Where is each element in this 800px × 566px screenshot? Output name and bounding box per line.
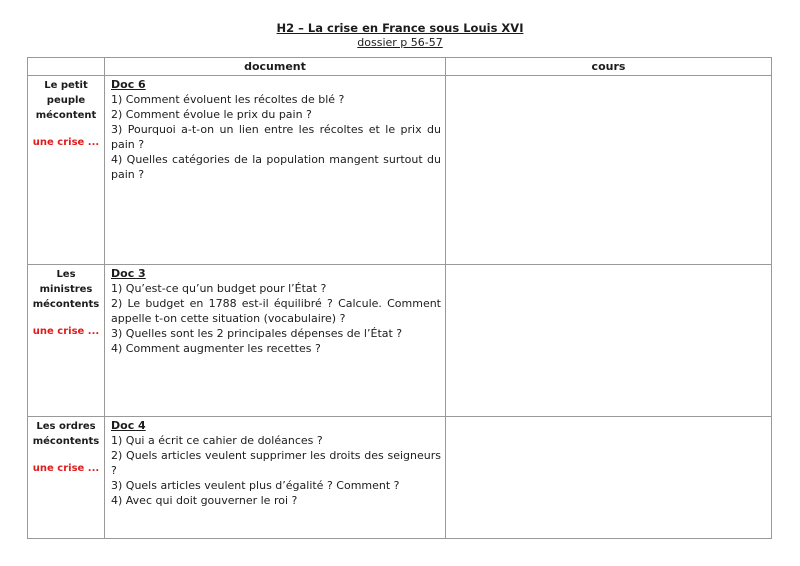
- group-label: Les ordres mécontents: [32, 421, 100, 447]
- document-cell: [105, 417, 446, 539]
- table-header-row: [28, 58, 772, 76]
- question: 3) Pourquoi a-t-on un lien entre les récoltes et le prix du pain ?: [111, 123, 441, 151]
- cours-cell: [446, 265, 772, 417]
- table-row: [28, 265, 772, 417]
- question: 4) Avec qui doit gouverner le roi ?: [111, 494, 298, 507]
- question: 1) Qu’est-ce qu’un budget pour l’État ?: [111, 282, 327, 295]
- question: 2) Comment évolue le prix du pain ?: [111, 108, 312, 121]
- page-subtitle: dossier p 56-57: [357, 36, 443, 49]
- row-label-cell: [28, 265, 105, 417]
- header-label-column: [28, 58, 105, 76]
- crisis-label: une crise ...: [32, 137, 100, 148]
- cours-cell: [446, 417, 772, 539]
- doc-title: Doc 4: [111, 419, 146, 432]
- doc-title: Doc 6: [111, 78, 146, 91]
- table-row: [28, 417, 772, 539]
- question: 1) Comment évoluent les récoltes de blé ?: [111, 93, 345, 106]
- title-block: [0, 0, 800, 50]
- question: 2) Quels articles veulent supprimer les droits des seigneurs ?: [111, 449, 441, 477]
- page-title: H2 – La crise en France sous Louis XVI: [276, 21, 524, 35]
- group-label: Les ministres mécontents: [32, 269, 100, 310]
- document-cell: [105, 76, 446, 265]
- group-label: Le petit peuple mécontent: [35, 80, 97, 121]
- question: 3) Quelles sont les 2 principales dépenses de l’État ?: [111, 327, 403, 340]
- doc-title: Doc 3: [111, 267, 146, 280]
- worksheet-table: [27, 57, 772, 539]
- crisis-label: une crise ...: [32, 326, 100, 337]
- question: 1) Qui a écrit ce cahier de doléances ?: [111, 434, 323, 447]
- header-document-column: document: [105, 58, 446, 76]
- row-label-cell: [28, 76, 105, 265]
- question: 3) Quels articles veulent plus d’égalité ? Comment ?: [111, 479, 400, 492]
- crisis-label: une crise ...: [32, 463, 100, 474]
- row-label-cell: [28, 417, 105, 539]
- question: 4) Quelles catégories de la population mangent surtout du pain ?: [111, 153, 441, 181]
- document-cell: [105, 265, 446, 417]
- table-row: [28, 76, 772, 265]
- question: 4) Comment augmenter les recettes ?: [111, 342, 321, 355]
- cours-cell: [446, 76, 772, 265]
- question: 2) Le budget en 1788 est-il équilibré ? Calcule. Comment appelle t-on cette situation (vocabulaire) ?: [111, 297, 441, 325]
- header-cours-column: cours: [446, 58, 772, 76]
